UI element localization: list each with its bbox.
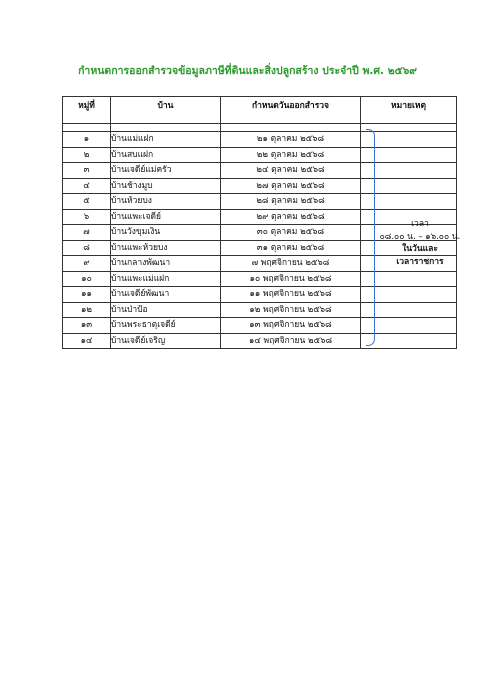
table-row	[63, 163, 457, 179]
village-cell: บ้านแม่แฝก	[111, 132, 221, 148]
table-row	[63, 194, 457, 210]
survey-date-cell: ๒๙ ตุลาคม ๒๕๖๘	[221, 209, 361, 225]
moo-cell: ๑๓	[63, 318, 111, 334]
village-cell: บ้านแพะห้วยบง	[111, 240, 221, 256]
header-ban: บ้าน	[111, 97, 221, 124]
moo-cell: ๑๔	[63, 333, 111, 349]
survey-date-cell: ๑๐ พฤศจิกายน ๒๕๖๘	[221, 271, 361, 287]
survey-date-cell: ๑๒ พฤศจิกายน ๒๕๖๘	[221, 302, 361, 318]
survey-date-cell: ๒๒ ตุลาคม ๒๕๖๘	[221, 147, 361, 163]
survey-date-cell: ๒๗ ตุลาคม ๒๕๖๘	[221, 178, 361, 194]
moo-cell: ๖	[63, 209, 111, 225]
table-row	[63, 271, 457, 287]
survey-date-cell: ๑๓ พฤศจิกายน ๒๕๖๘	[221, 318, 361, 334]
survey-date-cell: ๓๑ ตุลาคม ๒๕๖๘	[221, 240, 361, 256]
table-row	[63, 318, 457, 334]
moo-cell: ๗	[63, 225, 111, 241]
moo-cell: ๙	[63, 256, 111, 272]
survey-date-cell: ๑๔ พฤศจิกายน ๒๕๖๘	[221, 333, 361, 349]
table-row	[63, 287, 457, 303]
survey-date-cell: ๒๑ ตุลาคม ๒๕๖๘	[221, 132, 361, 148]
village-cell: บ้านเจดีย์แม่ครัว	[111, 163, 221, 179]
moo-cell: ๕	[63, 194, 111, 210]
table-row	[63, 333, 457, 349]
survey-date-cell: ๑๑ พฤศจิกายน ๒๕๖๘	[221, 287, 361, 303]
survey-date-cell: ๒๘ ตุลาคม ๒๕๖๘	[221, 194, 361, 210]
remark-time-range: ๐๘.๐๐ น. – ๑๖.๐๐ น.	[379, 231, 461, 242]
village-cell: บ้านแพะแม่แฝก	[111, 271, 221, 287]
moo-cell: ๑๒	[63, 302, 111, 318]
moo-cell: ๑	[63, 132, 111, 148]
remark-on-days: ในวันและ	[402, 244, 438, 254]
document-title: กำหนดการออกสำรวจข้อมูลภาษีที่ดินและสิ่งปลูกสร้าง ประจำปี พ.ศ. ๒๕๖๙	[78, 65, 417, 77]
village-cell: บ้านสบแฝก	[111, 147, 221, 163]
table-row	[63, 132, 457, 148]
remark-time-label: เวลา	[411, 219, 429, 229]
table-row	[63, 147, 457, 163]
moo-cell: ๔	[63, 178, 111, 194]
moo-cell: ๑๐	[63, 271, 111, 287]
header-remark: หมายเหตุ	[361, 97, 457, 124]
village-cell: บ้านเจดีย์พัฒนา	[111, 287, 221, 303]
moo-cell: ๒	[63, 147, 111, 163]
village-cell: บ้านพระธาตุเจดีย์	[111, 318, 221, 334]
village-cell: บ้านป่าป้อ	[111, 302, 221, 318]
table-row	[63, 302, 457, 318]
moo-cell: ๓	[63, 163, 111, 179]
village-cell: บ้านเจดีย์เจริญ	[111, 333, 221, 349]
village-cell: บ้านห้วยบง	[111, 194, 221, 210]
village-cell: บ้านช้างมูบ	[111, 178, 221, 194]
header-date: กำหนดวันออกสำรวจ	[221, 97, 361, 124]
survey-date-cell: ๓๐ ตุลาคม ๒๕๖๘	[221, 225, 361, 241]
table-header-row	[63, 97, 457, 124]
village-cell: บ้านกลางพัฒนา	[111, 256, 221, 272]
moo-cell: ๑๑	[63, 287, 111, 303]
header-moo: หมู่ที่	[63, 97, 111, 124]
remark-office-hours: เวลาราชการ	[396, 256, 444, 267]
spacer-row	[63, 124, 457, 132]
survey-date-cell: ๒๔ ตุลาคม ๒๕๖๘	[221, 163, 361, 179]
remark-text	[368, 218, 472, 268]
village-cell: บ้านวังขุมเงิน	[111, 225, 221, 241]
table-row	[63, 178, 457, 194]
moo-cell: ๘	[63, 240, 111, 256]
survey-date-cell: ๗ พฤศจิกายน ๒๕๖๘	[221, 256, 361, 272]
village-cell: บ้านแพะเจดีย์	[111, 209, 221, 225]
